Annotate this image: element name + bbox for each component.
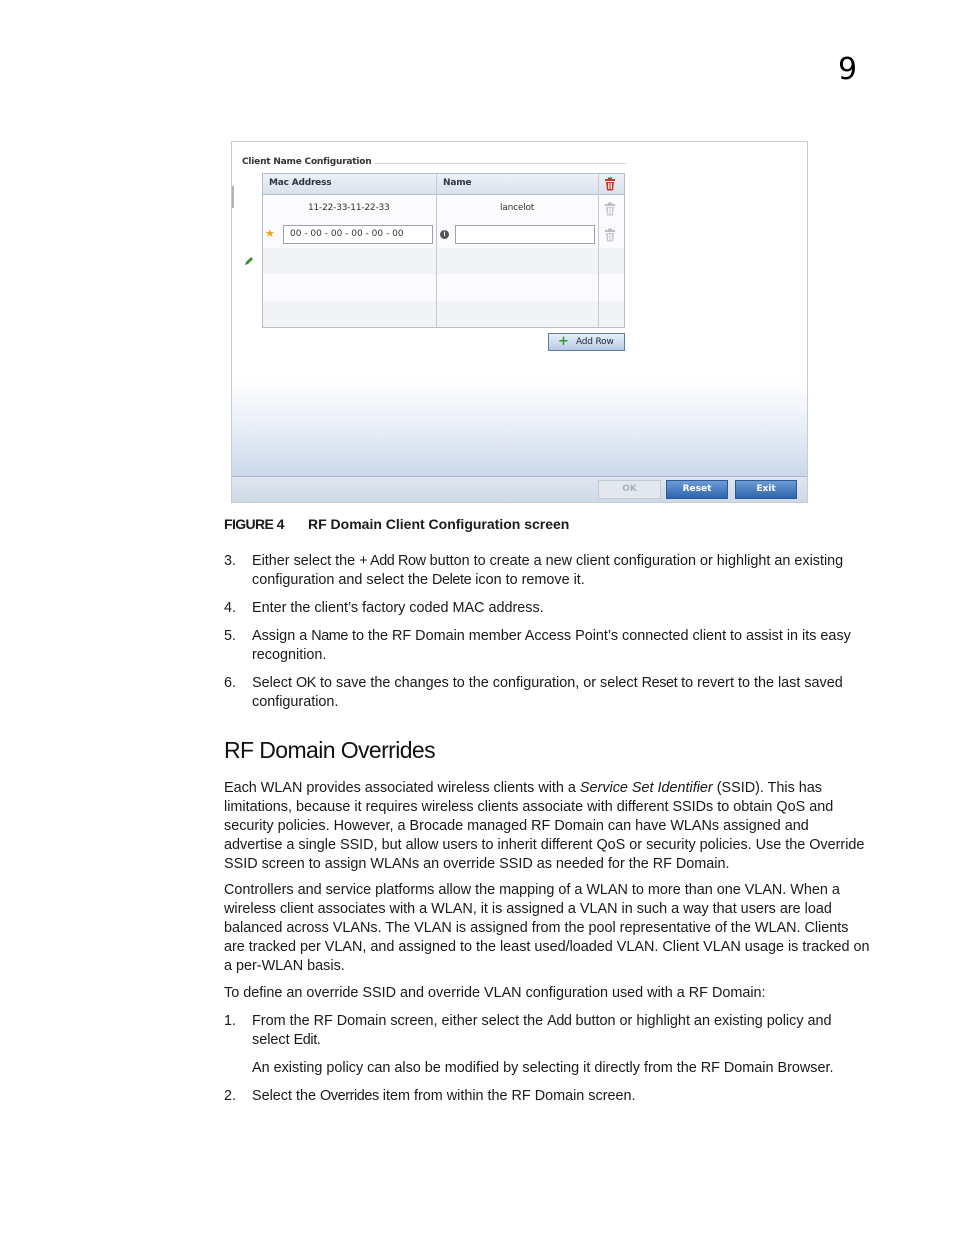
step-number: 2.: [224, 1088, 237, 1104]
dialog-footer: [232, 476, 807, 503]
client-name-table: [262, 173, 625, 328]
table-header: [263, 174, 624, 195]
delete-keyword: Delete: [432, 572, 472, 588]
add-row-button[interactable]: [548, 333, 625, 351]
splitter-handle[interactable]: [232, 186, 234, 208]
mac-cell: 11-22-33-11-22-33: [308, 203, 390, 213]
exit-button[interactable]: Exit: [735, 480, 797, 499]
ssid-term: Service Set Identifier: [579, 780, 713, 796]
step-text: Either select the + Add Row button to create a new client configuration or highlight an existing configuration and select the Delete icon to remove it.: [252, 553, 844, 588]
row-trash-icon[interactable]: [604, 202, 616, 216]
ok-keyword: OK: [296, 675, 316, 691]
add-row-keyword: + Add Row: [359, 553, 426, 569]
name-input[interactable]: [455, 225, 595, 244]
step-text: Enter the client’s factory coded MAC address.: [252, 600, 544, 616]
fieldset-line: [374, 163, 626, 164]
paragraph-intro: To define an override SSID and override VLAN configuration used with a RF Domain:: [224, 985, 766, 1001]
ok-button[interactable]: OK: [598, 480, 661, 499]
step-number: 6.: [224, 675, 237, 691]
step-text: Select the Overrides item from within the RF Domain screen.: [252, 1088, 636, 1104]
step-text: Assign a Name to the RF Domain member Access Point’s connected client to assist in its easy recognition.: [252, 628, 851, 663]
delete-all-trash-icon[interactable]: [604, 177, 616, 191]
column-divider: [436, 174, 437, 327]
overrides-keyword: Overrides: [320, 1088, 379, 1104]
edit-keyword: Edit: [293, 1032, 317, 1048]
step-number: 3.: [224, 553, 237, 569]
paragraph-vlan: Controllers and service platforms allow the mapping of a WLAN to more than one VLAN. When a wireless client associates with a WLAN, it is assigned a VLAN in such a way that users are load balanced across VLANs. The VLAN is assigned from the pool representative of the WLAN. Clients are tracked per VLAN, and assigned to the least used/loaded VLAN. Client VLAN usage is tracked on a per-WLAN basis.: [224, 882, 870, 974]
mac-address-input[interactable]: 00 - 00 - 00 - 00 - 00 - 00: [283, 225, 433, 244]
column-header-mac[interactable]: Mac Address: [269, 178, 332, 188]
step-number: 1.: [224, 1013, 237, 1029]
figure-label: FIGURE 4: [224, 516, 284, 532]
paragraph-ssid: Each WLAN provides associated wireless clients with a Service Set Identifier (SSID). This has limitations, because it requires wireless clients associate with different SSIDs to obtain QoS and security policies. However, a Brocade managed RF Domain can have WLANs assigned and advertise a single SSID, but allow users to inherit different QoS or security policies. Use the Override SSID screen to assign WLANs an override SSID as needed for the RF Domain.: [224, 780, 865, 872]
note-text: An existing policy can also be modified by selecting it directly from the RF Domain Browser.: [252, 1060, 834, 1076]
client-config-screenshot: [231, 141, 808, 503]
row-trash-icon[interactable]: [604, 228, 616, 242]
reset-keyword: Reset: [641, 675, 678, 691]
column-divider: [598, 174, 599, 327]
name-keyword: Name: [311, 628, 348, 644]
table-row-empty: [263, 301, 624, 327]
info-icon: i: [440, 230, 449, 239]
step-number: 4.: [224, 600, 237, 616]
step-number: 5.: [224, 628, 237, 644]
chapter-number: 9: [838, 52, 858, 87]
figure-title: RF Domain Client Configuration screen: [308, 516, 570, 532]
add-keyword: Add: [547, 1013, 572, 1029]
column-header-name[interactable]: Name: [443, 178, 472, 188]
step-text: Select OK to save the changes to the configuration, or select Reset to revert to the last saved configuration.: [252, 675, 843, 710]
section-heading: RF Domain Overrides: [224, 737, 435, 763]
required-star-icon: ★: [265, 228, 275, 240]
figure-caption: [224, 516, 570, 532]
reset-button[interactable]: Reset: [666, 480, 728, 499]
plus-icon: +: [558, 334, 569, 349]
add-row-label: Add Row: [576, 337, 614, 347]
step-text: From the RF Domain screen, either select the Add button or highlight an existing policy and select Edit.: [252, 1013, 832, 1048]
table-row-empty: [263, 248, 624, 274]
fieldset-legend: Client Name Configuration: [242, 157, 372, 167]
edit-icon[interactable]: [244, 256, 254, 266]
name-cell: lancelot: [500, 203, 535, 213]
